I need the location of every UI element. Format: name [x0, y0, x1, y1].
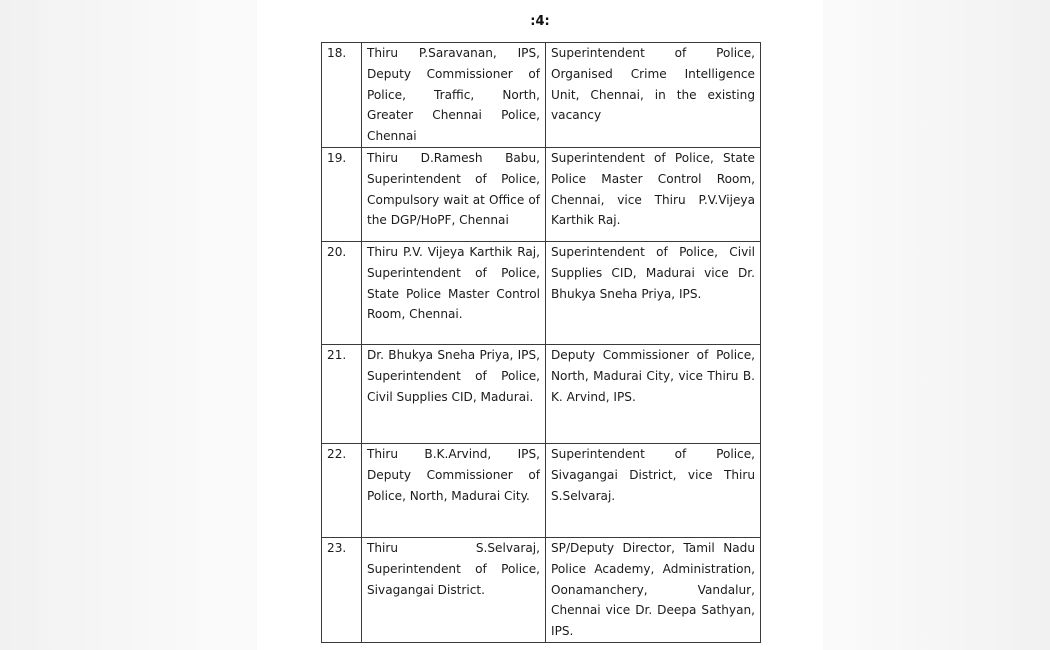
posted-to-text: Superintendent of Police, Organised Crime Intelligence Unit, Chennai, in the existing vacancy — [551, 46, 755, 123]
officer-from-text: Thiru B.K.Arvind, IPS, Deputy Commissioner of Police, North, Madurai City. — [367, 446, 540, 503]
posted-to-text: Superintendent of Police, State Police Master Control Room, Chennai, vice Thiru P.V.Vijeya Karthik Raj. — [551, 150, 755, 228]
officer-from-text: Thiru P.V. Vijeya Karthik Raj, Superintendent of Police, State Police Master Control Room, Chennai. — [367, 244, 540, 322]
posted-to-cell — [546, 344, 761, 443]
serial-number-cell: 23. — [322, 537, 362, 642]
officer-from-text: Thiru S.Selvaraj, Superintendent of Police, Sivagangai District. — [367, 540, 540, 597]
posted-to-cell — [546, 147, 761, 241]
posted-to-text: Superintendent of Police, Sivagangai District, vice Thiru S.Selvaraj. — [551, 446, 755, 503]
table-row — [322, 344, 761, 443]
posted-to-cell — [546, 241, 761, 344]
officer-from-cell — [362, 241, 546, 344]
officer-from-text: Thiru P.Saravanan, IPS, Deputy Commissioner of Police, Traffic, North, Greater Chennai Police, Chennai — [367, 46, 540, 144]
serial-number-cell: 19. — [322, 147, 362, 241]
posted-to-text: Superintendent of Police, Civil Supplies CID, Madurai vice Dr. Bhukya Sneha Priya, IPS. — [551, 244, 755, 301]
officer-from-cell — [362, 344, 546, 443]
table-row — [322, 241, 761, 344]
posted-to-cell — [546, 537, 761, 642]
officer-from-cell — [362, 443, 546, 537]
page-number: :4: — [530, 14, 550, 29]
serial-number-cell: 21. — [322, 344, 362, 443]
table-row — [322, 43, 761, 148]
transfer-orders-table — [321, 42, 761, 643]
posted-to-cell — [546, 443, 761, 537]
table-row — [322, 537, 761, 642]
posted-to-text: Deputy Commissioner of Police, North, Madurai City, vice Thiru B. K. Arvind, IPS. — [551, 347, 755, 404]
serial-number-cell: 18. — [322, 43, 362, 148]
officer-from-cell — [362, 147, 546, 241]
posted-to-text: SP/Deputy Director, Tamil Nadu Police Academy, Administration, Oonamanchery, Vandalur, Chennai vice Dr. Deepa Sathyan, IPS. — [551, 540, 755, 639]
posted-to-cell — [546, 43, 761, 148]
table-row — [322, 443, 761, 537]
serial-number-cell: 22. — [322, 443, 362, 537]
officer-from-cell — [362, 43, 546, 148]
officer-from-text: Dr. Bhukya Sneha Priya, IPS, Superintendent of Police, Civil Supplies CID, Madurai. — [367, 347, 540, 404]
document-page — [257, 0, 823, 650]
serial-number-cell: 20. — [322, 241, 362, 344]
table-row — [322, 147, 761, 241]
officer-from-cell — [362, 537, 546, 642]
officer-from-text: Thiru D.Ramesh Babu, Superintendent of Police, Compulsory wait at Office of the DGP/HoPF, Chennai — [367, 150, 540, 228]
